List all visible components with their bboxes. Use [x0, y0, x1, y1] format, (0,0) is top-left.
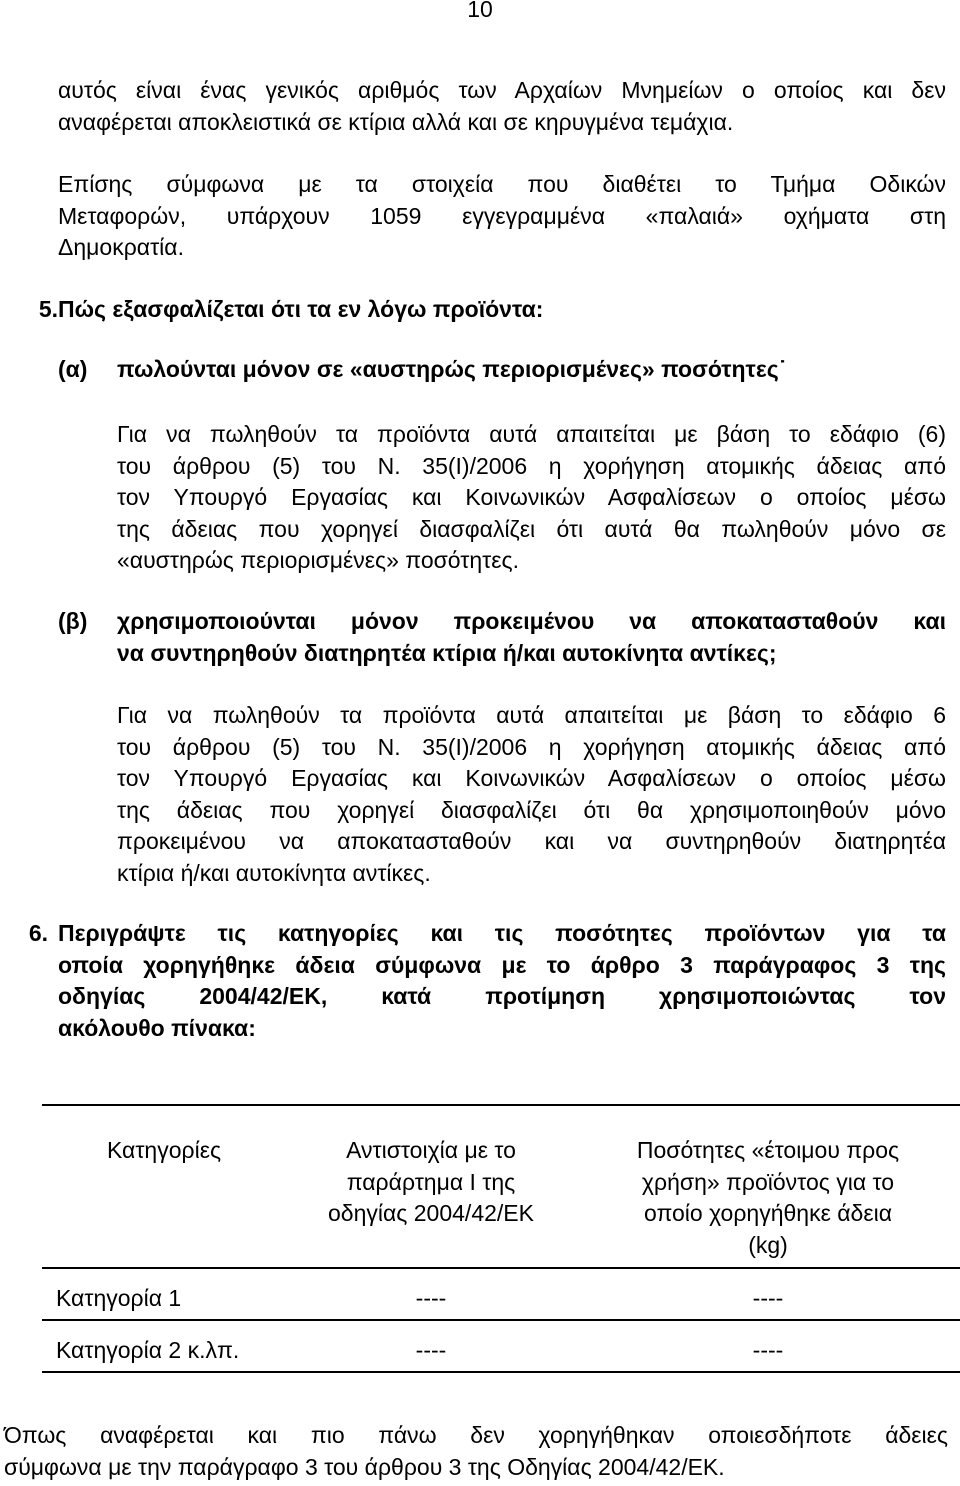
- section-5-number: 5.: [38, 296, 58, 322]
- text-line: του άρθρου (5) του Ν. 35(Ι)/2006 η χορήγηση ατομικής άδειας από: [117, 452, 946, 479]
- text-line: αναφέρεται αποκλειστικά σε κτίρια αλλά και σε κηρυγμένα τεμάχια.: [58, 108, 734, 135]
- header-line: χρήση» προϊόντος για το: [641, 1168, 895, 1195]
- table-row: [42, 1268, 960, 1320]
- text-line: Όπως αναφέρεται και πιο πάνω δεν χορηγήθηκαν οποιεσδήποτε άδειες: [4, 1422, 948, 1448]
- header-line: (kg): [748, 1231, 788, 1258]
- text-line: Για να πωληθούν τα προϊόντα αυτά απαιτείται με βάση το εδάφιο (6): [117, 421, 946, 447]
- header-line: παράρτημα Ι της: [346, 1168, 516, 1195]
- column-header: [42, 1105, 286, 1268]
- text-line: «αυστηρώς περιορισμένες» ποσότητες.: [117, 547, 519, 573]
- text-line: να συντηρηθούν διατηρητέα κτίρια ή/και αυτοκίνητα αντίκες;: [117, 639, 777, 666]
- table-row: [42, 1320, 960, 1372]
- column-header: [286, 1105, 576, 1268]
- text-line: σύμφωνα με την παράγραφο 3 του άρθρου 3 της Οδηγίας 2004/42/ΕΚ.: [4, 1453, 725, 1480]
- table-cell: Κατηγορία 1: [42, 1268, 286, 1320]
- text-line: κτίρια ή/και αυτοκίνητα αντίκες.: [117, 859, 431, 886]
- vehicles-paragraph: [58, 169, 946, 264]
- item-b-body: [117, 700, 946, 889]
- text-line: του άρθρου (5) του Ν. 35(Ι)/2006 η χορήγηση ατομικής άδειας από: [117, 733, 946, 760]
- header-line: οδηγίας 2004/42/ΕΚ: [328, 1200, 534, 1226]
- text-line: Περιγράψτε τις κατηγορίες και τις ποσότητες προϊόντων για τα: [58, 920, 946, 946]
- section-6-title: [58, 918, 946, 1044]
- footer-paragraph: [4, 1420, 948, 1483]
- text-line: οδηγίας 2004/42/ΕΚ, κατά προτίμηση χρησιμοποιώντας τον: [58, 983, 946, 1009]
- item-a-body: [117, 419, 946, 577]
- item-a-label: (α): [58, 356, 88, 382]
- text-line: της άδειας που χορηγεί διασφαλίζει ότι αυτά θα πωληθούν μόνο σε: [117, 515, 946, 542]
- header-line: Αντιστοιχία με το: [346, 1137, 516, 1163]
- text-line: Δημοκρατία.: [58, 234, 184, 260]
- text-line: Μεταφορών, υπάρχουν 1059 εγγεγραμμένα «παλαιά» οχήματα στη: [58, 202, 946, 229]
- section-6-number: 6.: [28, 920, 48, 946]
- intro-paragraph: [58, 75, 946, 138]
- text-line: τον Υπουργό Εργασίας και Κοινωνικών Ασφαλίσεων ο οποίος μέσω: [117, 484, 946, 510]
- header-line: Κατηγορίες: [106, 1137, 222, 1163]
- table-cell: ----: [576, 1268, 960, 1320]
- text-line: χρησιμοποιούνται μόνον προκειμένου να αποκατασταθούν και: [117, 608, 946, 634]
- text-line: ακόλουθο πίνακα:: [58, 1014, 256, 1041]
- column-header: [576, 1105, 960, 1268]
- permits-table: [42, 1104, 960, 1373]
- header-line: Ποσότητες «έτοιμου προς: [636, 1137, 900, 1163]
- text-line: Για να πωληθούν τα προϊόντα αυτά απαιτείται με βάση το εδάφιο 6: [117, 702, 946, 728]
- table-cell: ----: [576, 1320, 960, 1372]
- page-number: 10: [467, 0, 493, 22]
- table-header-row: [42, 1105, 960, 1268]
- item-a-title: πωλούνται μόνον σε «αυστηρώς περιορισμένες» ποσότητες˙: [117, 356, 787, 382]
- table-cell: Κατηγορία 2 κ.λπ.: [42, 1320, 286, 1372]
- section-5-title: Πώς εξασφαλίζεται ότι τα εν λόγω προϊόντα:: [58, 296, 544, 322]
- text-line: τον Υπουργό Εργασίας και Κοινωνικών Ασφαλίσεων ο οποίος μέσω: [117, 765, 946, 791]
- text-line: οποία χορηγήθηκε άδεια σύμφωνα με το άρθρο 3 παράγραφος 3 της: [58, 951, 946, 978]
- text-line: προκειμένου να αποκατασταθούν και να συντηρηθούν διατηρητέα: [117, 828, 946, 854]
- text-line: της άδειας που χορηγεί διασφαλίζει ότι θα χρησιμοποιηθούν μόνο: [117, 796, 946, 823]
- table-cell: ----: [286, 1268, 576, 1320]
- item-b-title: [117, 606, 946, 669]
- item-b-label: (β): [58, 608, 88, 634]
- text-line: Επίσης σύμφωνα με τα στοιχεία που διαθέτει το Τμήμα Οδικών: [58, 171, 946, 197]
- table-cell: ----: [286, 1320, 576, 1372]
- text-line: αυτός είναι ένας γενικός αριθμός των Αρχαίων Μνημείων ο οποίος και δεν: [58, 77, 946, 103]
- header-line: οποίο χορηγήθηκε άδεια: [644, 1200, 892, 1226]
